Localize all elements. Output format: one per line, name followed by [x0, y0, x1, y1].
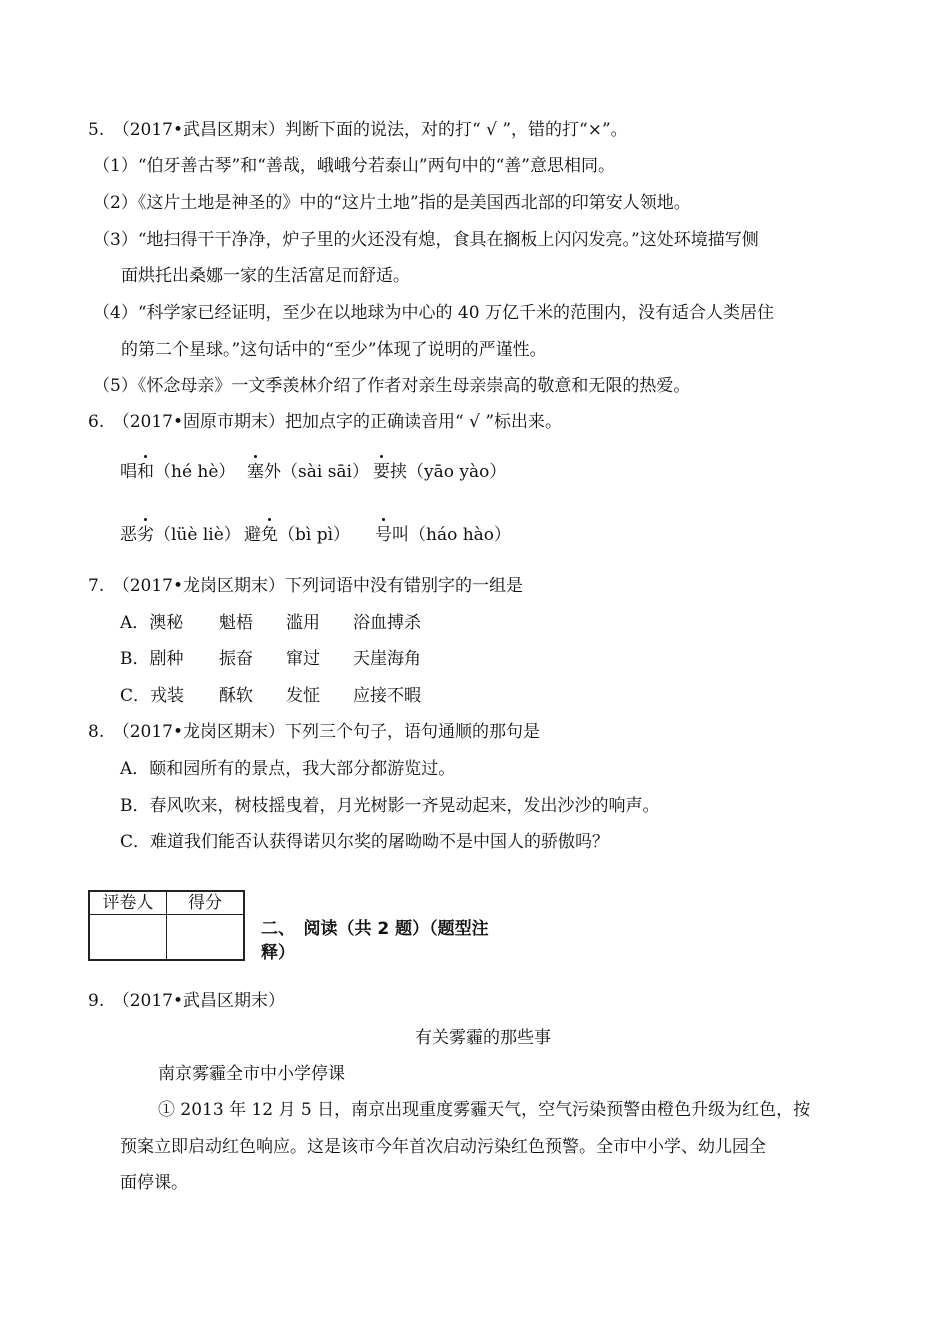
q6-pinyin-options: （bì pì） — [278, 525, 351, 545]
q8-option-c: C．难道我们能否认获得诺贝尔奖的屠呦呦不是中国人的骄傲吗？ — [120, 832, 610, 852]
score-table-grader-cell — [89, 915, 167, 961]
q5-item-1: （1）“伯牙善古琴”和“善哉，峨峨兮若泰山”两句中的“善”意思相同。 — [93, 156, 615, 176]
q6-dotted-char: 塞 — [247, 462, 264, 482]
q7-option-a-word-2: 魁梧 — [219, 613, 253, 633]
q6-word-part: 避 — [244, 525, 261, 545]
q9-article-subtitle: 南京雾霾全市中小学停课 — [158, 1064, 345, 1084]
q7-option-c-word-1: C．戎装 — [120, 686, 185, 706]
q5-item-2: （2）《这片土地是神圣的》中的“这片土地”指的是美国西北部的印第安人领地。 — [93, 193, 691, 213]
q6-pinyin-options: （lüè liè） — [154, 525, 241, 545]
q6-dotted-char: 免 — [261, 525, 278, 545]
q6-row1-item3 — [373, 460, 506, 484]
q5-item-3-cont: 面烘托出桑娜一家的生活富足而舒适。 — [121, 266, 410, 286]
q5-item-4-cont: 的第二个星球。”这句话中的“至少”体现了说明的严谨性。 — [121, 340, 547, 360]
q5-item-4: （4）“科学家已经证明，至少在以地球为中心的 40 万亿千米的范围内，没有适合人类居住 — [93, 303, 774, 323]
q7-option-c-word-4: 应接不暇 — [353, 686, 421, 706]
q9-paragraph-1-line3: 面停课。 — [120, 1173, 188, 1193]
q6-word-part: 挟 — [390, 462, 407, 482]
q7-option-b-word-4: 天崖海角 — [353, 649, 421, 669]
q6-word-part: 唱 — [120, 462, 137, 482]
q6-pinyin-options: （háo hào） — [409, 525, 512, 545]
section-2-heading — [261, 917, 489, 965]
q6-row2-item2 — [244, 523, 350, 547]
q9-paragraph-1-line1: ① 2013 年 12 月 5 日，南京出现重度雾霾天气，空气污染预警由橙色升级为红色，按 — [158, 1100, 811, 1120]
q6-dotted-char: 劣 — [137, 525, 154, 545]
score-table — [88, 890, 245, 961]
q7-option-a-word-3: 滥用 — [286, 613, 320, 633]
q5-item-3: （3）“地扫得干干净净，炉子里的火还没有熄，食具在搁板上闪闪发亮。”这处环境描写侧 — [93, 230, 759, 250]
q6-dotted-char: 要 — [373, 462, 390, 482]
q7-option-a-word-4: 浴血搏杀 — [353, 613, 421, 633]
q6-dotted-char: 号 — [375, 525, 392, 545]
q6-dotted-char: 和 — [137, 462, 154, 482]
q6-pinyin-options: （yāo yào） — [407, 462, 507, 482]
q8-stem: 8. （2017•龙岗区期末）下列三个句子，语句通顺的那句是 — [88, 722, 541, 742]
score-table-grader-header: 评卷人 — [89, 891, 167, 915]
q6-pinyin-options: （sài sāi） — [281, 462, 369, 482]
section-2-heading-line2: 释） — [261, 943, 295, 963]
q7-option-c-word-2: 酥软 — [219, 686, 253, 706]
q7-option-c-word-3: 发怔 — [286, 686, 320, 706]
section-2-heading-line1: 二、 阅读（共 2 题）（题型注 — [261, 919, 489, 939]
q6-word-part: 叫 — [392, 525, 409, 545]
q9-paragraph-1-line2: 预案立即启动红色响应。这是该市今年首次启动污染红色预警。全市中小学、幼儿园全 — [120, 1137, 766, 1157]
q6-row1-item2 — [247, 460, 369, 484]
q5-item-5: （5）《怀念母亲》一文季羡林介绍了作者对亲生母亲崇高的敬意和无限的热爱。 — [93, 376, 691, 396]
q6-row2-item3 — [375, 523, 511, 547]
q6-word-part: 恶 — [120, 525, 137, 545]
q8-option-b: B．春风吹来，树枝摇曳着，月光树影一齐晃动起来，发出沙沙的响声。 — [120, 796, 660, 816]
score-table-score-header: 得分 — [167, 891, 245, 915]
q5-stem: 5. （2017•武昌区期末）判断下面的说法，对的打“ √ ”，错的打“×”。 — [88, 120, 628, 140]
q6-stem: 6. （2017•固原市期末）把加点字的正确读音用“ √ ”标出来。 — [88, 412, 563, 432]
q7-option-b-word-3: 窜过 — [286, 649, 320, 669]
q7-option-a-word-1: A．澳秘 — [120, 613, 184, 633]
q6-row2-item1 — [120, 523, 241, 547]
q9-article-title: 有关雾霾的那些事 — [415, 1028, 551, 1048]
q7-option-b-word-2: 振奋 — [219, 649, 253, 669]
q6-row1-item1 — [120, 460, 235, 484]
score-table-score-cell — [167, 915, 245, 961]
q6-word-part: 外 — [264, 462, 281, 482]
q6-pinyin-options: （hé hè） — [154, 462, 236, 482]
q7-stem: 7. （2017•龙岗区期末）下列词语中没有错别字的一组是 — [88, 576, 524, 596]
q9-stem: 9. （2017•武昌区期末） — [88, 991, 286, 1011]
q8-option-a: A．颐和园所有的景点，我大部分都游览过。 — [120, 759, 456, 779]
q7-option-b-word-1: B．剧种 — [120, 649, 184, 669]
